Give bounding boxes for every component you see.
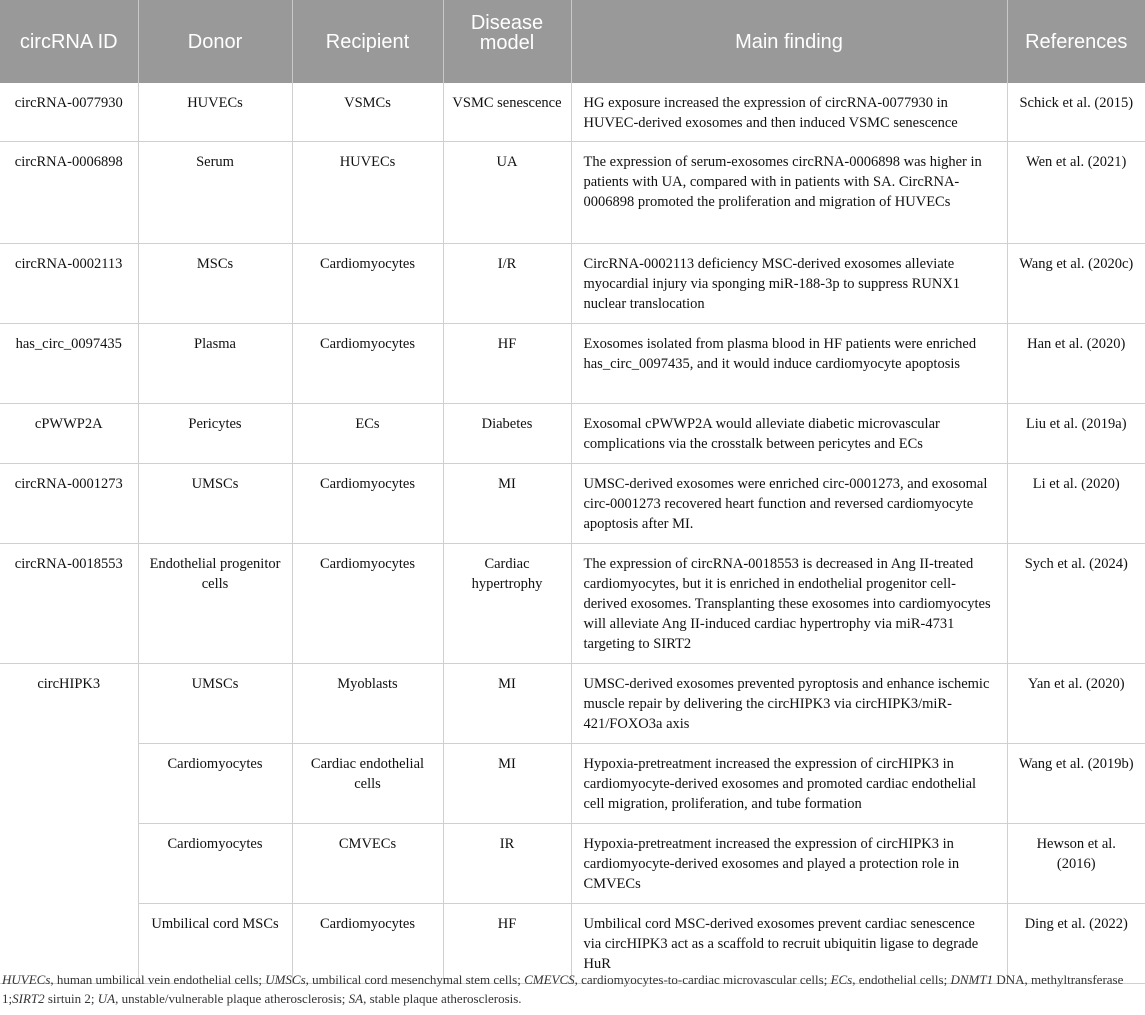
cell-donor: Serum bbox=[138, 142, 292, 244]
cell-recipient: Cardiomyocytes bbox=[292, 244, 443, 324]
cell-recipient: Myoblasts bbox=[292, 664, 443, 744]
cell-circrna-id: circRNA-0018553 bbox=[0, 544, 138, 664]
cell-main-finding: HG exposure increased the expression of circRNA-0077930 in HUVEC-derived exosomes and then induced VSMC senescence bbox=[571, 83, 1007, 142]
footnote-def: , umbilical cord mesenchymal stem cells; bbox=[305, 972, 525, 987]
footnote-abbr: SA bbox=[348, 991, 364, 1006]
footnote-def: , cardiomyocytes-to-cardiac microvascular cells; bbox=[574, 972, 831, 987]
cell-recipient: VSMCs bbox=[292, 83, 443, 142]
footnote-def: , endothelial cells; bbox=[852, 972, 951, 987]
table-row bbox=[0, 83, 1145, 142]
cell-main-finding: Hypoxia-pretreatment increased the expression of circHIPK3 in cardiomyocyte-derived exosomes and played a protection role in CMVECs bbox=[571, 824, 1007, 904]
cell-main-finding: UMSC-derived exosomes prevented pyroptosis and enhance ischemic muscle repair by delivering the circHIPK3 via circHIPK3/miR-421/FOXO3a axis bbox=[571, 664, 1007, 744]
cell-disease-model: MI bbox=[443, 464, 571, 544]
cell-disease-model: MI bbox=[443, 744, 571, 824]
cell-disease-model: HF bbox=[443, 324, 571, 404]
footnote-def: , stable plaque atherosclerosis. bbox=[363, 991, 522, 1006]
cell-disease-model: IR bbox=[443, 824, 571, 904]
cell-donor: Umbilical cord MSCs bbox=[138, 904, 292, 984]
table-row bbox=[0, 142, 1145, 244]
cell-reference: Wen et al. (2021) bbox=[1007, 142, 1145, 244]
cell-donor: HUVECs bbox=[138, 83, 292, 142]
cell-circrna-id: has_circ_0097435 bbox=[0, 324, 138, 404]
cell-reference: Sych et al. (2024) bbox=[1007, 544, 1145, 664]
cell-main-finding: Hypoxia-pretreatment increased the expression of circHIPK3 in cardiomyocyte-derived exosomes and promoted cardiac endothelial cell migration, proliferation, and tube formation bbox=[571, 744, 1007, 824]
header-references: References bbox=[1007, 0, 1145, 83]
cell-reference: Han et al. (2020) bbox=[1007, 324, 1145, 404]
cell-disease-model: UA bbox=[443, 142, 571, 244]
cell-reference: Schick et al. (2015) bbox=[1007, 83, 1145, 142]
cell-circrna-id: circRNA-0077930 bbox=[0, 83, 138, 142]
cell-main-finding: CircRNA-0002113 deficiency MSC-derived exosomes alleviate myocardial injury via sponging miR-188-3p to suppress RUNX1 nuclear translocation bbox=[571, 244, 1007, 324]
header-recipient: Recipient bbox=[292, 0, 443, 83]
table-row bbox=[0, 824, 1145, 904]
cell-disease-model: Diabetes bbox=[443, 404, 571, 464]
cell-reference: Hewson et al. (2016) bbox=[1007, 824, 1145, 904]
cell-donor: MSCs bbox=[138, 244, 292, 324]
cell-recipient: Cardiomyocytes bbox=[292, 324, 443, 404]
footnote-abbr: CMEVCS bbox=[524, 972, 575, 987]
cell-donor: UMSCs bbox=[138, 464, 292, 544]
cell-donor: Endothelial progenitor cells bbox=[138, 544, 292, 664]
header-main-finding: Main finding bbox=[571, 0, 1007, 83]
footnote-abbr: UMSCs bbox=[265, 972, 306, 987]
cell-main-finding: Exosomes isolated from plasma blood in HF patients were enriched has_circ_0097435, and it would induce cardiomyocyte apoptosis bbox=[571, 324, 1007, 404]
cell-donor: Pericytes bbox=[138, 404, 292, 464]
table-row bbox=[0, 464, 1145, 544]
cell-circrna-id: cPWWP2A bbox=[0, 404, 138, 464]
cell-recipient: Cardiomyocytes bbox=[292, 464, 443, 544]
cell-disease-model: I/R bbox=[443, 244, 571, 324]
cell-reference: Liu et al. (2019a) bbox=[1007, 404, 1145, 464]
cell-recipient: Cardiac endothelial cells bbox=[292, 744, 443, 824]
footnote-abbr: HUVECs bbox=[2, 972, 51, 987]
cell-recipient: ECs bbox=[292, 404, 443, 464]
table-row bbox=[0, 324, 1145, 404]
cell-disease-model: MI bbox=[443, 664, 571, 744]
footnote-abbr: UA bbox=[97, 991, 116, 1006]
cell-disease-model: Cardiac hypertrophy bbox=[443, 544, 571, 664]
cell-circrna-id: circRNA-0002113 bbox=[0, 244, 138, 324]
cell-circrna-id: circRNA-0001273 bbox=[0, 464, 138, 544]
cell-main-finding: The expression of circRNA-0018553 is decreased in Ang II-treated cardiomyocytes, but it is enriched in endothelial progenitor cell-derived exosomes. Transplanting these exosomes into cardiomyocytes will alleviate Ang II-induced cardiac hypertrophy via miR-4731 targeting to SIRT2 bbox=[571, 544, 1007, 664]
table-row bbox=[0, 664, 1145, 744]
cell-recipient: Cardiomyocytes bbox=[292, 544, 443, 664]
cell-recipient: CMVECs bbox=[292, 824, 443, 904]
cell-reference: Li et al. (2020) bbox=[1007, 464, 1145, 544]
cell-main-finding: Exosomal cPWWP2A would alleviate diabetic microvascular complications via the crosstalk between pericytes and ECs bbox=[571, 404, 1007, 464]
cell-disease-model: VSMC senescence bbox=[443, 83, 571, 142]
cell-donor: Cardiomyocytes bbox=[138, 744, 292, 824]
table-row bbox=[0, 244, 1145, 324]
footnote-abbr: DNMT1 bbox=[950, 972, 994, 987]
header-donor: Donor bbox=[138, 0, 292, 83]
table-row bbox=[0, 744, 1145, 824]
footnote-def: sirtuin 2; bbox=[44, 991, 98, 1006]
cell-circrna-id: circRNA-0006898 bbox=[0, 142, 138, 244]
header-row bbox=[0, 0, 1145, 83]
cell-donor: Plasma bbox=[138, 324, 292, 404]
footnote-def: , human umbilical vein endothelial cells; bbox=[50, 972, 266, 987]
footnote-abbr: SIRT2 bbox=[12, 991, 45, 1006]
cell-reference: Wang et al. (2019b) bbox=[1007, 744, 1145, 824]
cell-main-finding: UMSC-derived exosomes were enriched circ-0001273, and exosomal circ-0001273 recovered heart function and reversed cardiomyocyte apoptosis after MI. bbox=[571, 464, 1007, 544]
header-circrna-id: circRNA ID bbox=[0, 0, 138, 83]
cell-main-finding: Umbilical cord MSC-derived exosomes prevent cardiac senescence via circHIPK3 act as a scaffold to recruit ubiquitin ligase to degrade HuR bbox=[571, 904, 1007, 984]
cell-donor: Cardiomyocytes bbox=[138, 824, 292, 904]
table-footnote bbox=[0, 970, 1142, 1008]
header-disease-model: Disease model bbox=[443, 0, 571, 83]
cell-reference: Wang et al. (2020c) bbox=[1007, 244, 1145, 324]
cell-circrna-id bbox=[0, 824, 138, 904]
cell-recipient: HUVECs bbox=[292, 142, 443, 244]
table-row bbox=[0, 404, 1145, 464]
cell-donor: UMSCs bbox=[138, 664, 292, 744]
cell-main-finding: The expression of serum-exosomes circRNA-0006898 was higher in patients with UA, compared with in patients with SA. CircRNA-0006898 promoted the proliferation and migration of HUVECs bbox=[571, 142, 1007, 244]
cell-disease-model: HF bbox=[443, 904, 571, 984]
cell-circrna-id bbox=[0, 744, 138, 824]
cell-circrna-id: circHIPK3 bbox=[0, 664, 138, 744]
cell-reference: Yan et al. (2020) bbox=[1007, 664, 1145, 744]
cell-reference: Ding et al. (2022) bbox=[1007, 904, 1145, 984]
footnote-abbr: ECs bbox=[830, 972, 853, 987]
footnote-def: , unstable/vulnerable plaque atherosclerosis; bbox=[115, 991, 349, 1006]
table-row bbox=[0, 544, 1145, 664]
footnote-def: DNA, methyltransferase 1; bbox=[2, 972, 1124, 1006]
cell-recipient: Cardiomyocytes bbox=[292, 904, 443, 984]
